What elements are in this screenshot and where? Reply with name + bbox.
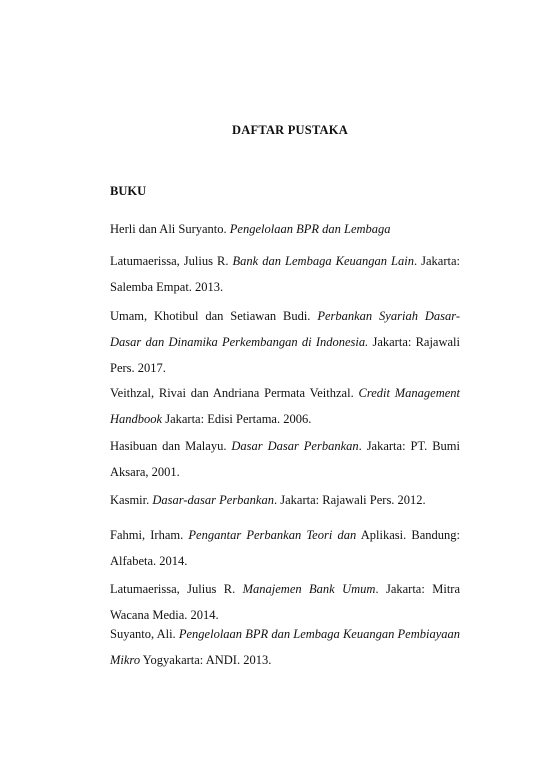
entry-author: Kasmir. xyxy=(110,493,153,507)
entry-title: Bank dan Lembaga Keuangan Lain xyxy=(232,254,414,268)
entry-title: Dasar-dasar Perbankan xyxy=(152,493,274,507)
bibliography-entry xyxy=(110,621,460,673)
entry-publisher: Jakarta: Edisi Pertama. 2006. xyxy=(162,412,312,426)
entry-publisher: . Jakarta: Salemba Empat. 2013. xyxy=(110,254,460,294)
entry-author: Veithzal, Rivai dan Andriana Permata Veithzal. xyxy=(110,386,359,400)
entry-author: Latumaerissa, Julius R. xyxy=(110,254,233,268)
entry-author: Herli dan Ali Suryanto. xyxy=(110,222,230,236)
bibliography-entry xyxy=(110,380,460,432)
entry-author: Latumaerissa, Julius R. xyxy=(110,582,243,596)
entry-publisher: . Jakarta: PT. Bumi Aksara, 2001. xyxy=(110,439,460,479)
entry-title: Dasar Dasar Perbankan xyxy=(231,439,359,453)
entry-publisher: Yogyakarta: ANDI. 2013. xyxy=(140,653,272,667)
entry-title: Perbankan Syariah Dasar-Dasar dan Dinamika Perkembangan di Indonesia. xyxy=(110,309,460,349)
section-heading: BUKU xyxy=(110,184,147,198)
bibliography-entry xyxy=(110,248,460,300)
entry-author: Hasibuan dan Malayu. xyxy=(110,439,232,453)
bibliography-entry xyxy=(110,216,460,242)
page-title: DAFTAR PUSTAKA xyxy=(232,123,348,137)
entry-author: Umam, Khotibul dan Setiawan Budi. xyxy=(110,309,318,323)
entry-publisher: . Jakarta: Mitra Wacana Media. 2014. xyxy=(110,582,460,622)
entry-publisher: Jakarta: Rajawali Pers. 2017. xyxy=(110,335,460,375)
bibliography-entry xyxy=(110,433,460,485)
entry-author: Fahmi, Irham. xyxy=(110,528,189,542)
bibliography-entry xyxy=(110,487,460,513)
entry-author: Suyanto, Ali. xyxy=(110,627,179,641)
bibliography-entry xyxy=(110,522,460,574)
entry-publisher: Aplikasi. Bandung: Alfabeta. 2014. xyxy=(110,528,461,568)
entry-title: Credit Management Handbook xyxy=(110,386,460,426)
entry-title: Pengelolaan BPR dan Lembaga xyxy=(229,222,391,236)
bibliography-entry xyxy=(110,303,460,381)
entry-publisher: . Jakarta: Rajawali Pers. 2012. xyxy=(273,493,426,507)
entry-title: Pengelolaan BPR dan Lembaga Keuangan Pembiayaan Mikro xyxy=(110,627,460,667)
entry-title: Manajemen Bank Umum xyxy=(242,582,376,596)
entry-title: Pengantar Perbankan Teori dan xyxy=(188,528,357,542)
